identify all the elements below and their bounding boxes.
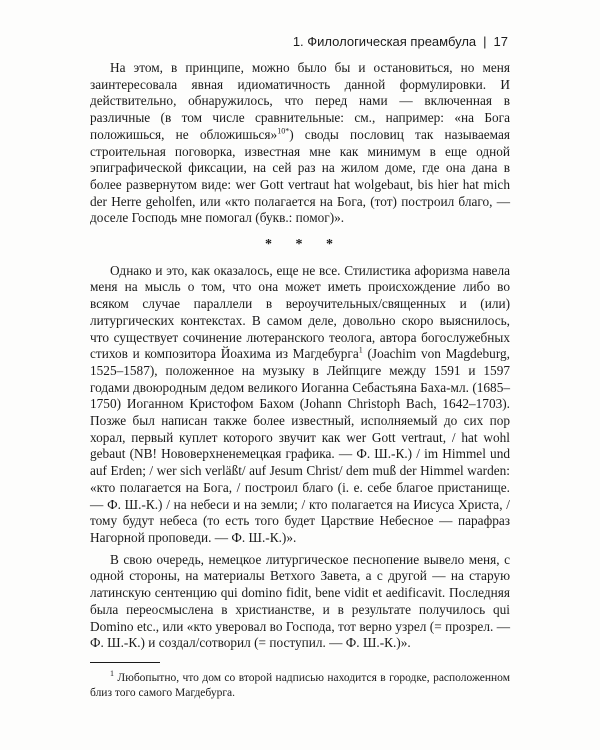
- body-text: [90, 60, 510, 652]
- running-head-section: 1. Филологическая преамбула: [292, 34, 477, 49]
- running-head-separator: |: [483, 34, 487, 49]
- running-head: [293, 34, 508, 49]
- paragraph-2-continuation: (Joachim von Magdeburg, 1525–1587), положенное на музыку в Лейпциге между 1591 и 1597 годами двоюродным дедом великого Иоганна Себастьяна Баха-мл. (1685–1750) Иоганном Кристофом Бахом (Johann Christoph Bach, 1642–1703). Позже был написан также более известный, исполняемый до сих пор хорал, первый куплет которого звучит как wer Gott vertraut, / hat wohl gebaut (NB! Нововерхненемецкая графика. — Ф. Ш.-К.) / im Himmel und auf Erden; / wer sich verläßt/ auf Jesum Christ/ dem muß der Himmel warden: «кто полагается на Бога, / построил благо (i. e. себе благое пристанище. — Ф. Ш.-К.) / на небеси и на земли; / кто полагается на Иисуса Христа, / тому будут небеса (то есть того будет Царствие Небесное — парафраз Нагорной проповеди. — Ф. Ш.-К.)».: [90, 346, 510, 545]
- paragraph-2: [90, 263, 510, 547]
- paragraph-3: В свою очередь, немецкое литургическое песнопение вывело меня, с одной стороны, на материалы Ветхого Завета, а с другой — на старую латинскую сентенцию qui domino fidit, bene vidit et aedificavit. Последняя была переосмыслена в христианстве, и в результате получилось qui Domino etc., или «кто уверовал во Господа, тот верно узрел (= прозрел. — Ф. Ш.-К.) и создал/сотворил (= поступил. — Ф. Ш.-К.)».: [90, 551, 510, 651]
- footnote-text: Любопытно, что дом со второй надписью находится в городке, расположенном близ того самого Магдебурга.: [90, 672, 510, 699]
- paragraph-1-text: На этом, в принципе, можно было бы и остановиться, но меня заинтересовала явная идиоматичность данной формулировки. И действительно, обнаружилось, что перед нами — включенная в различные (в том числе сравнительные: см., например: «на Бога положишься, не обложишься»: [90, 60, 510, 142]
- footnote-number: 1: [110, 669, 114, 679]
- paragraph-1-continuation: ) своды пословиц так называемая строительная поговорка, известная мне как минимум в еще одной эпиграфической фиксации, на сей раз на жилом доме, где она дана в более развернутом виде: wer Gott vertraut hat wolgebaut, bis hier hat mich der Herre geholfen, или «кто полагается на Бога, (тот) построил благо, — доселе Господь мне помогал (букв.: помог)».: [90, 126, 510, 226]
- footnote-marker: 1: [358, 345, 363, 355]
- footnote: [90, 671, 510, 701]
- paragraph-2-text: Однако и это, как оказалось, еще не все. Стилистика афоризма навела меня на мысль о том, что она может иметь происхождение либо во всяком случае параллели в вероучительных/священных и (или) литургических контекстах. В самом деле, довольно скоро выяснилось, что существует сочинение лютеранского теолога, автора богослужебных стихов и композитора Йоахима из Магдебурга: [90, 262, 510, 362]
- reference-marker: 10*: [277, 126, 290, 136]
- page-number: 17: [493, 34, 508, 49]
- footnote-rule: [90, 662, 160, 663]
- paragraph-1: [90, 60, 510, 227]
- section-separator: * * *: [265, 237, 343, 253]
